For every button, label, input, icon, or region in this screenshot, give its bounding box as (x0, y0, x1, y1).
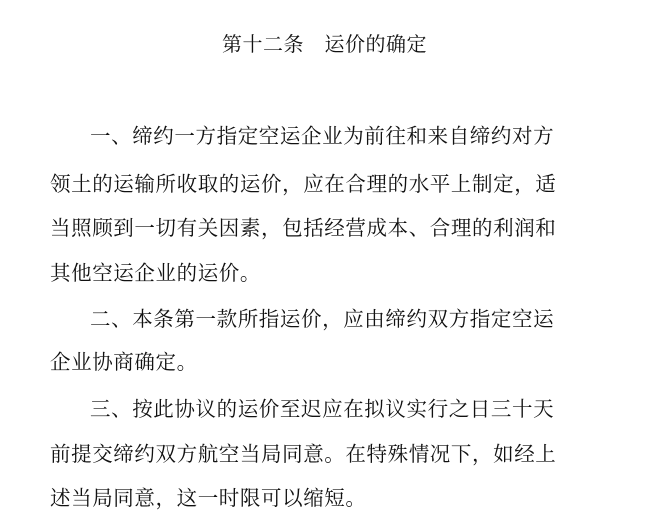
paragraph-3-line-1: 三、按此协议的运价至迟应在拟议实行之日三十天 (90, 397, 555, 421)
paragraph-1-line-3: 当照顾到一切有关因素，包括经营成本、合理的利润和 (50, 216, 557, 240)
paragraph-2-line-1: 二、本条第一款所指运价，应由缔约双方指定空运 (90, 307, 555, 331)
paragraph-1-line-4: 其他空运企业的运价。 (50, 261, 261, 285)
paragraph-3-line-2: 前提交缔约双方航空当局同意。在特殊情况下，如经上 (50, 442, 557, 466)
paragraph-3-line-3: 述当局同意，这一时限可以缩短。 (50, 486, 367, 510)
paragraph-2-line-2: 企业协商确定。 (50, 350, 198, 374)
paragraph-1-line-1: 一、缔约一方指定空运企业为前往和来自缔约对方 (90, 124, 555, 148)
article-title: 第十二条 运价的确定 (222, 32, 427, 56)
paragraph-1-line-2: 领土的运输所收取的运价，应在合理的水平上制定，适 (50, 172, 557, 196)
